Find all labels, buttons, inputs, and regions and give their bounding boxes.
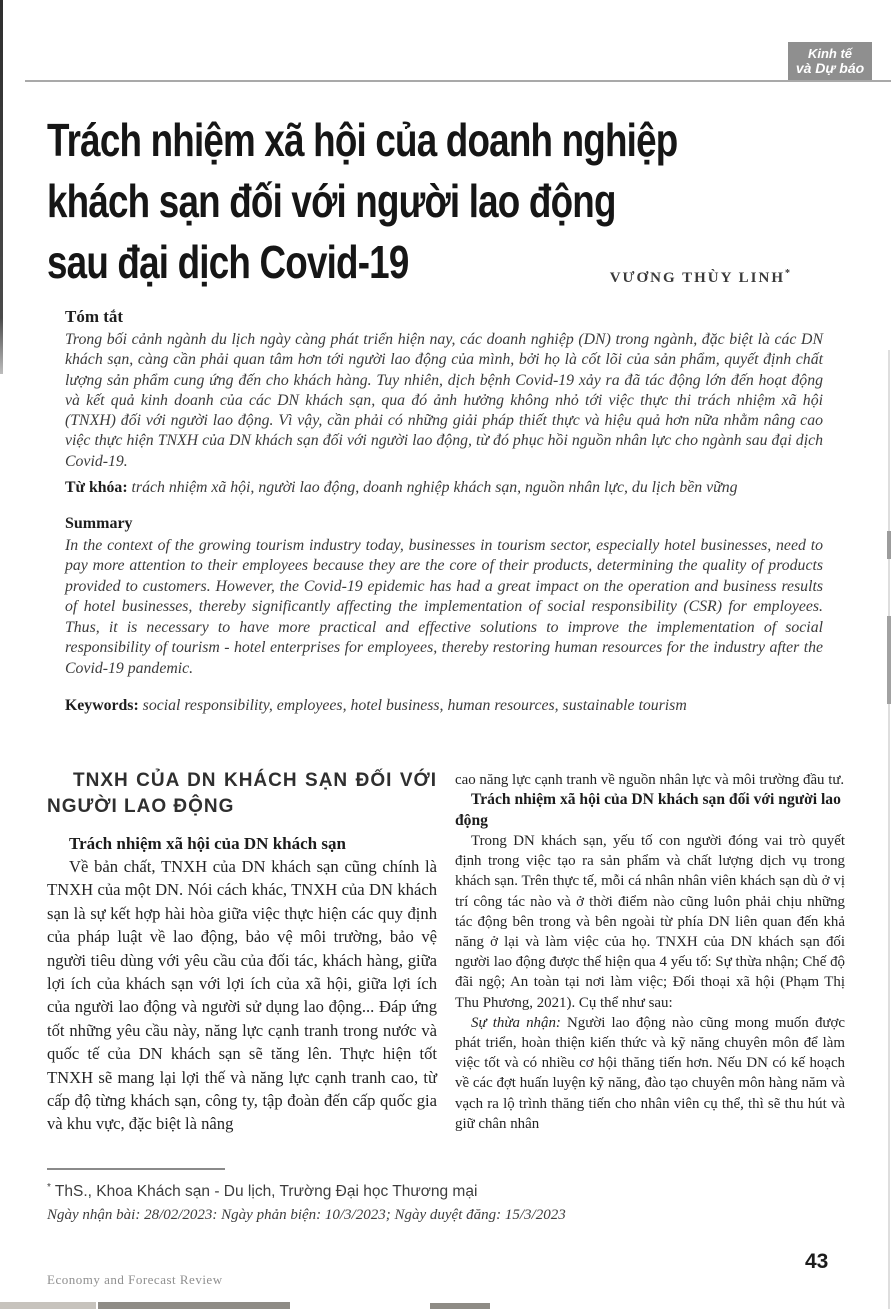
section-heading: TNXH CỦA DN KHÁCH SẠN ĐỐI VỚI NGƯỜI LAO ĐỘNG bbox=[47, 770, 437, 817]
footer-page-number: 43 bbox=[805, 1250, 829, 1273]
author-name: VƯƠNG THÙY LINH bbox=[609, 270, 785, 286]
summary-text: In the context of the growing tourism industry today, businesses in tourism sector, especially hotel businesses, need to pay more attention to their employees because they are the core of their products, determining the quality of products provided to customers. However, the Covid-19 epidemic has had a great impact on the operation and business results of hotel businesses, thereby significantly affecting the implementation of social responsibility (CSR) for employees. Thus, it is necessary to have more practical and effective solutions to improve the implementation of social responsibility of tourism - hotel enterprises for employees, thereby restoring human resources for the industry after the Covid-19 pandemic. bbox=[65, 537, 823, 677]
journal-logo-line1: Kinh tế bbox=[807, 46, 853, 61]
keywords-en-text: social responsibility, employees, hotel business, human resources, sustainable tourism bbox=[138, 696, 687, 714]
keywords-en-label: Keywords: bbox=[65, 696, 139, 714]
body-paragraph bbox=[455, 1013, 845, 1134]
footnote-block bbox=[47, 1168, 827, 1224]
article-title-line: sau đại dịch Covid-19 bbox=[47, 236, 409, 288]
keywords-vi-text: trách nhiệm xã hội, người lao động, doanh nghiệp khách sạn, nguồn nhân lực, du lịch bền vững bbox=[127, 479, 738, 497]
author-byline bbox=[400, 268, 792, 287]
abstract-block bbox=[65, 307, 823, 716]
body-paragraph: Về bản chất, TNXH của DN khách sạn cũng chính là TNXH của một DN. Nói cách khác, TNXH của DN khách sạn là sự kết hợp hài hòa giữa việc thực hiện các quy định của pháp luật về lao động, bảo vệ môi trường, bảo vệ người tiêu dùng với yêu cầu của đối tác, khách hàng, giữa lợi ích của khách sạn với lợi ích của xã hội, giữa lợi ích của người lao động và người sử dụng lao động... Đáp ứng tốt những yêu cầu này, năng lực cạnh tranh trong nước và quốc tế của DN khách sạn sẽ tăng lên. Thực hiện tốt TNXH sẽ mang lại lợi thế và năng lực cạnh tranh cao, từ cấp độ từng khách sạn, công ty, tập đoàn đến cấp quốc gia và khu vực, đặc biệt là nâng bbox=[47, 857, 437, 1134]
keywords-en bbox=[65, 695, 823, 716]
keywords-vi-label: Từ khóa: bbox=[65, 479, 128, 497]
keywords-vi bbox=[65, 477, 823, 498]
author-footnote-mark: * bbox=[785, 268, 792, 279]
scan-bottom-bar bbox=[0, 1302, 96, 1309]
paragraph-text: Người lao động nào cũng mong muốn được phát triển, hoàn thiện kiến thức và kỹ năng chuyên môn để làm việc tốt và có nhiều cơ hội thăng tiến hơn. Nếu DN có kế hoạch về các đợt huấn luyện kỹ năng, đào tạo chuyên môn hàng năm và vạch ra lộ trình thăng tiến cho nhân viên cụ thể, thì sẽ thu hút và giữ chân nhân bbox=[455, 1014, 845, 1132]
paragraph-lead-italic: Sự thừa nhận: bbox=[471, 1014, 561, 1031]
article-body-columns bbox=[47, 768, 845, 1136]
footnote-dates: Ngày nhận bài: 28/02/2023: Ngày phản biện: 10/3/2023; Ngày duyệt đăng: 15/3/2023 bbox=[47, 1207, 566, 1224]
abstract-text: Trong bối cảnh ngành du lịch ngày càng phát triển hiện nay, các doanh nghiệp (DN) trong ngành, đặc biệt là các DN khách sạn, càng cần phải quan tâm hơn tới người lao động của mình, bởi họ là cốt lõi của sản phẩm, quyết định chất lượng sản phẩm cung ứng đến cho khách hàng. Tuy nhiên, dịch bệnh Covid-19 xảy ra đã tác động lớn đến hoạt động và kết quả kinh doanh của các DN khách sạn, qua đó ảnh hưởng không nhỏ tới việc thực thi trách nhiệm xã hội (TNXH) đối với người lao động. Vì vậy, cần phải có những giải pháp thiết thực và hiệu quả hơn nữa nhằm nâng cao việc thực hiện TNXH của DN khách sạn đối với người lao động, từ đó phục hồi nguồn nhân lực cho ngành sau đại dịch Covid-19. bbox=[65, 331, 823, 470]
summary-heading: Summary bbox=[65, 515, 133, 533]
footnote-rule bbox=[47, 1168, 225, 1170]
footnote-mark: * bbox=[47, 1182, 51, 1193]
abstract-heading: Tóm tắt bbox=[65, 307, 124, 326]
article-title-line: Trách nhiệm xã hội của doanh nghiệp bbox=[47, 114, 678, 166]
article-title-line: khách sạn đối với người lao động bbox=[47, 175, 616, 227]
footnote-affiliation-text: ThS., Khoa Khách sạn - Du lịch, Trường Đại học Thương mại bbox=[50, 1183, 478, 1201]
scan-bottom-bar bbox=[430, 1303, 490, 1309]
body-paragraph: Trong DN khách sạn, yếu tố con người đóng vai trò quyết định trong việc tạo ra sản phẩm và chất lượng dịch vụ trong khách sạn. Trên thực tế, mỗi cá nhân nhân viên khách sạn dù ở vị trí công tác nào và ở thời điểm nào cũng luôn phải chịu những tác động bên trong và bên ngoài từ phía DN liên quan đến khả năng ở lại và làm việc của họ. TNXH của DN khách sạn đối người lao động được thể hiện qua 4 yếu tố: Sự thừa nhận; Chế độ đãi ngộ; An toàn tại nơi làm việc; Đối thoại xã hội (Phạm Thị Thu Phương, 2021). Cụ thể như sau: bbox=[455, 833, 845, 1011]
column-right bbox=[455, 768, 845, 1136]
body-paragraph-continuation: cao năng lực cạnh tranh về nguồn nhân lực và môi trường đầu tư. bbox=[455, 772, 845, 788]
journal-logo-line2: và Dự báo bbox=[795, 60, 865, 76]
subsection-heading: Trách nhiệm xã hội của DN khách sạn đối với người lao động bbox=[455, 791, 841, 829]
column-left bbox=[47, 768, 437, 1136]
footnote-affiliation bbox=[47, 1182, 827, 1201]
article-title bbox=[47, 110, 891, 293]
subsection-heading: Trách nhiệm xã hội của DN khách sạn bbox=[69, 834, 346, 853]
footer-journal-name: Economy and Forecast Review bbox=[47, 1272, 223, 1287]
scan-bottom-bar bbox=[98, 1302, 290, 1309]
